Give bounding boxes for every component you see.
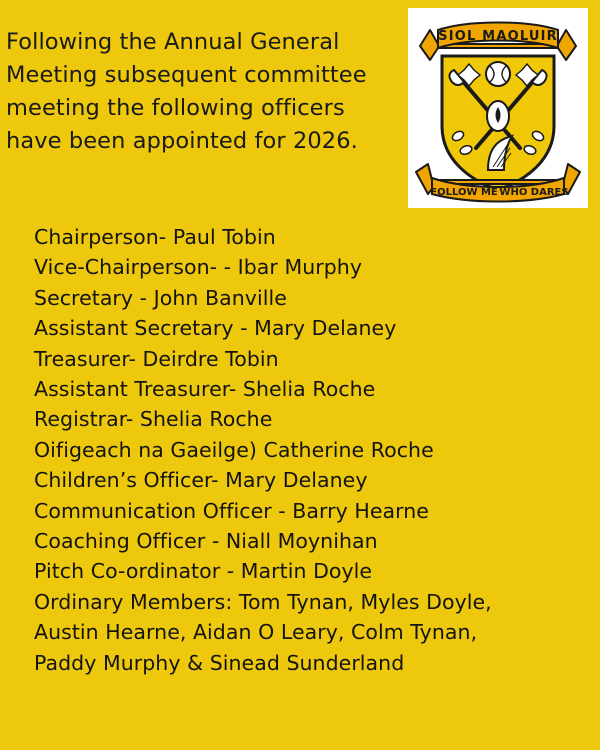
list-item: Registrar- Shelia Roche	[34, 407, 273, 432]
poster-header	[0, 0, 600, 215]
list-item: Oifigeach na Gaeilge) Catherine Roche	[34, 437, 434, 462]
list-item: Assistant Secretary - Mary Delaney	[34, 316, 397, 341]
list-item: Children’s Officer- Mary Delaney	[34, 468, 368, 493]
list-item: Vice-Chairperson- - Ibar Murphy	[34, 255, 362, 280]
officer-list	[34, 222, 574, 678]
list-item: Assistant Treasurer- Shelia Roche	[34, 377, 376, 402]
svg-text:SIOL MAOLUIR: SIOL MAOLUIR	[438, 29, 558, 44]
list-item: Secretary - John Banville	[34, 285, 287, 310]
list-item: Treasurer- Deirdre Tobin	[34, 346, 279, 371]
list-item: Coaching Officer - Niall Moynihan	[34, 529, 378, 554]
svg-text:FOLLOW ME: FOLLOW ME	[430, 187, 498, 198]
club-crest	[408, 8, 588, 208]
svg-text:WHO DARES: WHO DARES	[499, 187, 569, 198]
list-item: Chairperson- Paul Tobin	[34, 225, 276, 249]
intro-paragraph: Following the Annual General Meeting subsequent committee meeting the following officers have been appointed for 2026.	[6, 29, 367, 154]
list-item: Pitch Co-ordinator - Martin Doyle	[34, 559, 373, 584]
list-item: Communication Officer - Barry Hearne	[34, 498, 429, 523]
list-item: Ordinary Members: Tom Tynan, Myles Doyle, Austin Hearne, Aidan O Leary, Colm Tynan, Paddy Murphy & Sinead Sunderland	[34, 589, 492, 675]
